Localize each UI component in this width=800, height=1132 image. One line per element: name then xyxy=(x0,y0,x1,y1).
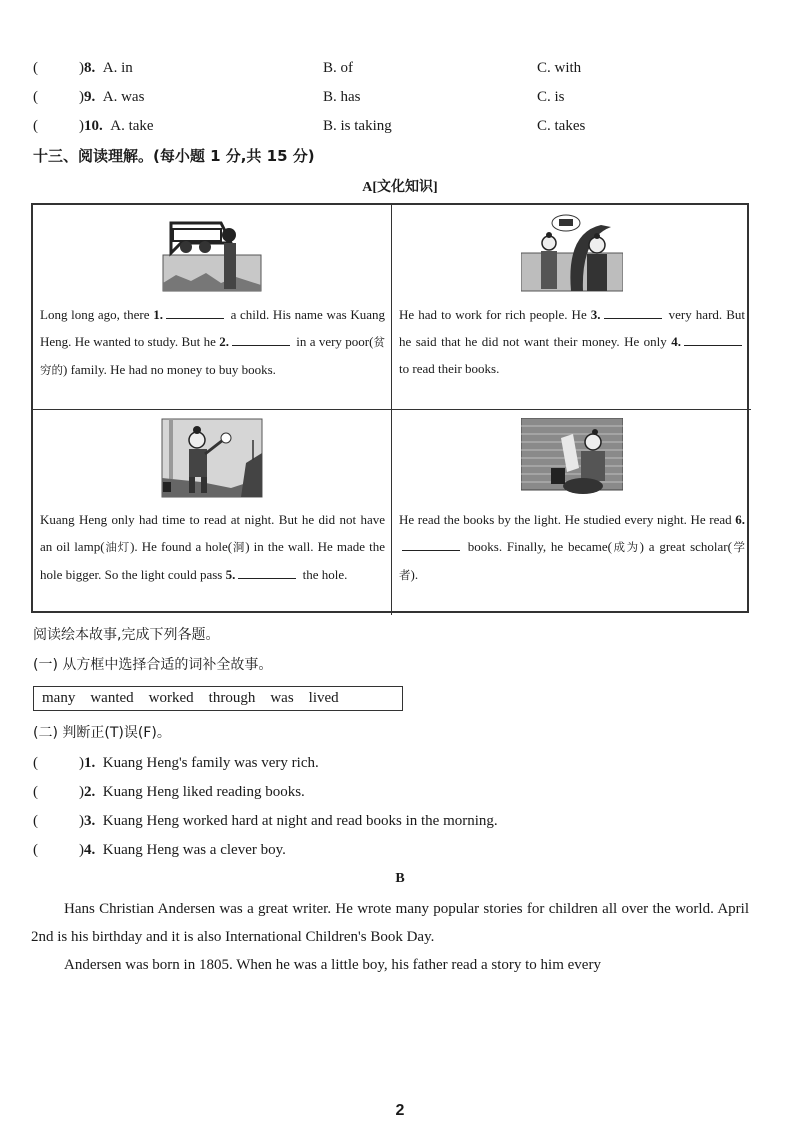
answer-blank[interactable]: ( xyxy=(33,842,38,858)
story-panel-4 xyxy=(392,410,751,615)
blank-number: 1. xyxy=(153,307,163,322)
story-text: Kuang Heng only had time to read at night. But he did not have an oil lamp(油灯). He found a hole(洞) in the wall. He made the hole bigger. So the light could pass 5. the hole. xyxy=(40,512,385,582)
word-bank-item: wanted xyxy=(90,690,134,706)
option-c: C. takes xyxy=(537,118,586,134)
option-a: A. was xyxy=(102,89,145,105)
blank-number: 2. xyxy=(219,334,229,349)
question-number: 8. xyxy=(84,60,96,76)
answer-blank[interactable]: ( xyxy=(33,89,38,105)
illustration-boy-reading-light-icon xyxy=(521,418,623,498)
answer-blank[interactable]: ( xyxy=(33,118,38,134)
paragraph: Hans Christian Andersen was a great writer. He wrote many popular stories for children all over the world. April 2nd is his birthday and it is also International Children's Book Day. xyxy=(31,901,749,945)
blank-number: 6. xyxy=(735,512,745,527)
word-bank xyxy=(33,686,403,711)
option-a: A. take xyxy=(110,118,154,134)
illustration-boy-wall-hole-icon xyxy=(161,418,263,498)
fill-blank-3[interactable] xyxy=(604,306,662,319)
part-b-passage xyxy=(31,895,749,979)
story-panel-grid xyxy=(31,203,749,613)
story-text: Long long ago, there 1. a child. His name was Kuang Heng. He wanted to study. But he 2. in a very poor(贫穷的) family. He had no money to buy books. xyxy=(40,307,386,377)
paragraph: Andersen was born in 1805. When he was a little boy, his father read a story to him every xyxy=(64,957,601,973)
tf-question-4: ( )4. Kuang Heng was a clever boy. xyxy=(33,842,286,858)
word-bank-item: worked xyxy=(148,690,194,706)
story-panel-3 xyxy=(33,410,392,615)
option-c: C. with xyxy=(537,60,582,76)
option-b: B. is taking xyxy=(323,118,392,134)
option-b: B. has xyxy=(323,89,361,105)
tf-question-1: ( )1. Kuang Heng's family was very rich. xyxy=(33,755,319,771)
story-panel-1 xyxy=(33,205,392,410)
option-a: A. in xyxy=(102,60,133,76)
fill-blank-4[interactable] xyxy=(684,333,742,346)
fill-blank-5[interactable] xyxy=(238,566,296,579)
fill-blank-2[interactable] xyxy=(232,333,290,346)
blank-number: 5. xyxy=(225,567,236,582)
part-a-heading: A[文化知识] xyxy=(362,180,438,195)
question-number: 10. xyxy=(84,118,103,134)
word-bank-item: lived xyxy=(308,690,339,706)
instruction-part1: (一) 从方框中选择合适的词补全故事。 xyxy=(33,657,273,673)
question-number: 9. xyxy=(84,89,96,105)
blank-number: 3. xyxy=(590,307,601,322)
tf-question-3: ( )3. Kuang Heng worked hard at night and read books in the morning. xyxy=(33,813,498,829)
answer-blank[interactable]: ( xyxy=(33,755,38,771)
option-b: B. of xyxy=(323,60,353,76)
tf-question-2: ( )2. Kuang Heng liked reading books. xyxy=(33,784,305,800)
answer-blank[interactable]: ( xyxy=(33,60,38,76)
blank-number: 4. xyxy=(671,334,681,349)
page-number: 2 xyxy=(395,1102,405,1119)
illustration-children-window-icon xyxy=(161,213,263,293)
story-panel-2 xyxy=(392,205,751,410)
section-title: 十三、阅读理解。(每小题 1 分,共 15 分) xyxy=(33,147,315,165)
word-bank-item: was xyxy=(270,690,294,706)
instruction-part2: (二) 判断正(T)误(F)。 xyxy=(33,725,171,741)
answer-blank[interactable]: ( xyxy=(33,813,38,829)
fill-blank-1[interactable] xyxy=(166,306,224,319)
story-text: He read the books by the light. He studied every night. He read 6. books. Finally, he became(成为) a great scholar(学者). xyxy=(399,512,746,582)
illustration-boy-rich-man-icon xyxy=(521,213,623,293)
option-c: C. is xyxy=(537,89,565,105)
word-bank-item: through xyxy=(208,690,256,706)
word-bank-item: many xyxy=(42,690,76,706)
fill-blank-6[interactable] xyxy=(402,538,460,551)
instruction-main: 阅读绘本故事,完成下列各题。 xyxy=(33,627,220,643)
story-text: He had to work for rich people. He 3. very hard. But he said that he did not want their money. He only 4. to read their books. xyxy=(399,307,746,376)
part-b-heading: B xyxy=(395,871,405,886)
answer-blank[interactable]: ( xyxy=(33,784,38,800)
